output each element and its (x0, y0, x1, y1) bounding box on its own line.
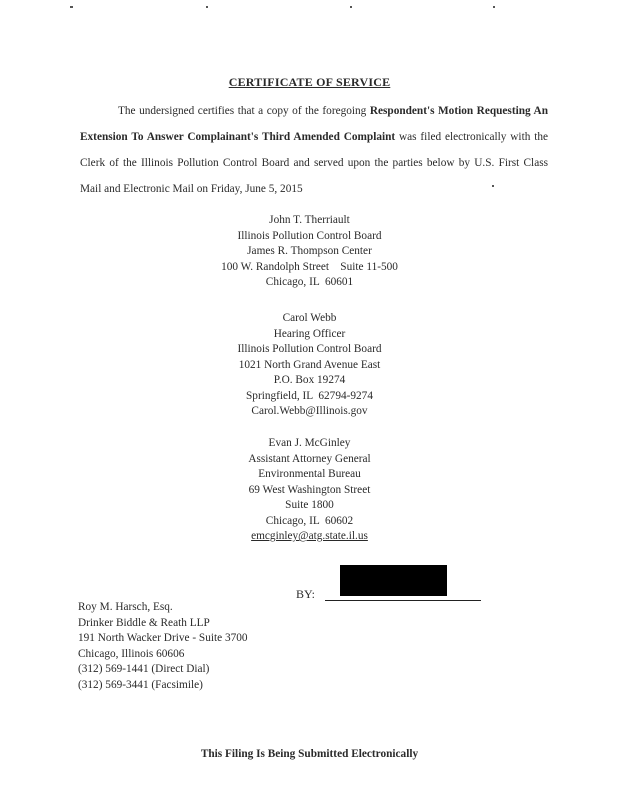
recipient-address-line: P.O. Box 19274 (273, 374, 346, 386)
recipient-address-line: 1021 North Grand Avenue East (238, 358, 381, 371)
signature-line (325, 600, 481, 601)
recipient-address-line: Springfield, IL 62794-9274 (246, 389, 373, 402)
recipient-therriault (0, 213, 619, 291)
recipient-title: Hearing Officer (273, 327, 346, 340)
recipient-address-line: Illinois Pollution Control Board (237, 343, 382, 355)
recipient-address-line: Suite 1800 (285, 499, 334, 511)
recipient-email: Carol.Webb@Illinois.gov (251, 405, 368, 417)
motion-title: Respondent's Motion Requesting An Extension To Answer Complainant's Third Amended Complaint (80, 105, 548, 143)
recipient-address-line: Illinois Pollution Control Board (237, 229, 382, 242)
redacted-signature (340, 565, 447, 596)
recipient-address-line: Environmental Bureau (258, 468, 361, 480)
signer-address-line: Chicago, Illinois 60606 (78, 647, 185, 660)
recipient-address-line: Chicago, IL 60601 (265, 276, 354, 288)
signer-block (78, 600, 248, 694)
recipient-name: Evan J. McGinley (268, 437, 351, 449)
scan-speck (493, 6, 495, 8)
scan-speck (70, 6, 73, 8)
recipient-address-line: Chicago, IL 60602 (265, 514, 354, 527)
signer-firm: Drinker Biddle & Reath LLP (78, 616, 210, 629)
certification-text-start: The undersigned certifies that a copy of the foregoing (118, 105, 370, 117)
recipient-name: John T. Therriault (269, 214, 350, 226)
signer-name: Roy M. Harsch, Esq. (78, 601, 173, 613)
signer-phone: (312) 569-1441 (Direct Dial) (78, 663, 210, 676)
recipient-title: Assistant Attorney General (248, 452, 371, 465)
recipient-webb (0, 311, 619, 420)
certification-text-end: was filed electronically with the Clerk of the Illinois Pollution Control Board and served upon the parties below by U.S. First Class Mail and Electronic Mail on Friday, June 5, 2015 (80, 131, 548, 195)
certification-paragraph (80, 98, 548, 202)
certificate-title: CERTIFICATE OF SERVICE (228, 75, 391, 89)
scan-speck (206, 6, 208, 8)
recipient-mcginley (0, 436, 619, 545)
signer-fax: (312) 569-3441 (Facsimile) (78, 678, 203, 691)
recipient-address-line: James R. Thompson Center (247, 245, 372, 257)
recipient-name: Carol Webb (282, 312, 337, 324)
by-label: BY: (296, 587, 315, 601)
recipient-email-link[interactable]: emcginley@atg.state.il.us (251, 530, 368, 542)
recipient-address-line: 69 West Washington Street (248, 483, 371, 496)
recipient-address-line: 100 W. Randolph Street Suite 11-500 (221, 260, 398, 273)
signer-address-line: 191 North Wacker Drive - Suite 3700 (78, 632, 248, 645)
scan-speck (350, 6, 352, 8)
electronic-filing-footer: This Filing Is Being Submitted Electronically (200, 748, 419, 760)
